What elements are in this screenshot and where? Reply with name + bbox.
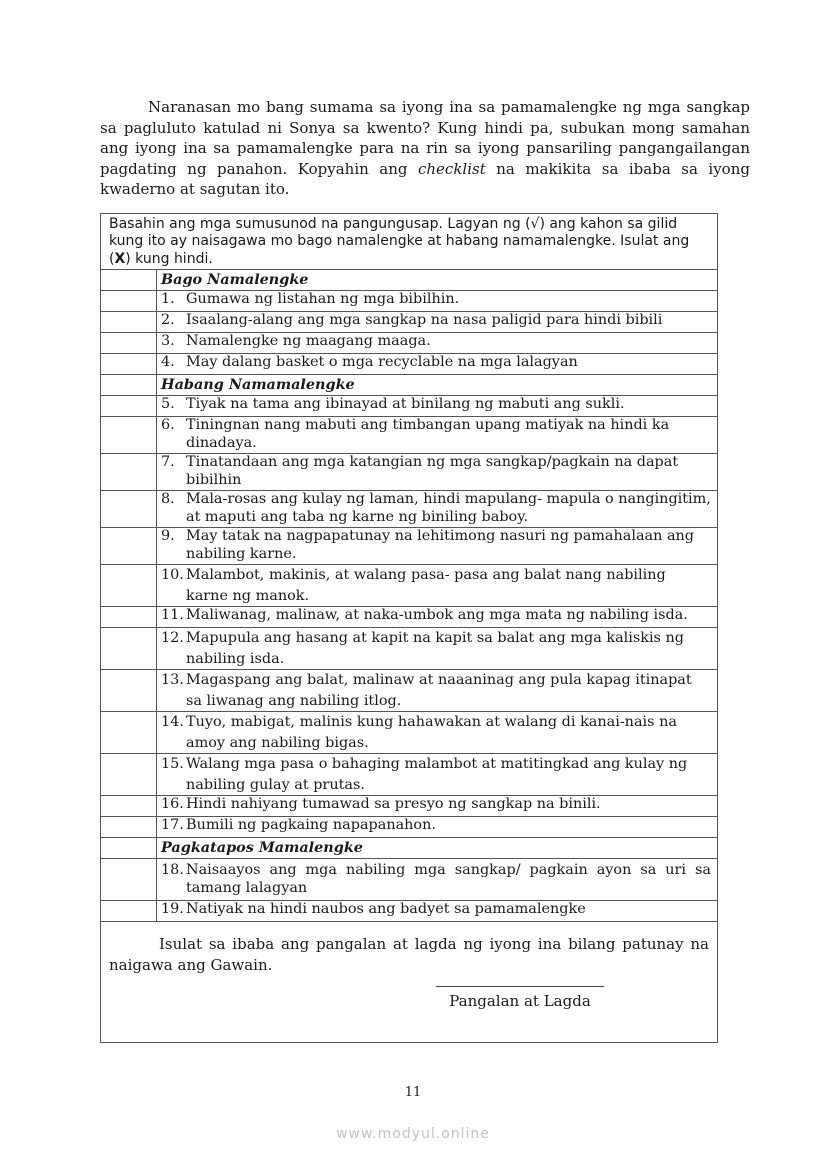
item-text: Tuyo, mabigat, malinis kung hahawakan at walang di kanai-nais na amoy ang nabiling bigas. <box>186 714 677 751</box>
table-row <box>101 454 717 491</box>
check-box[interactable] <box>101 354 157 374</box>
section-row <box>101 838 717 859</box>
instructions-x-mark: X <box>114 250 126 267</box>
item-number: 3. <box>161 333 175 349</box>
page-number: 11 <box>404 1085 422 1100</box>
section-row <box>101 270 717 291</box>
table-row <box>101 754 717 796</box>
section-row <box>101 375 717 396</box>
table-row <box>101 396 717 417</box>
check-box[interactable] <box>101 628 157 669</box>
section-title: Bago Namalengke <box>161 271 309 288</box>
item-text: Hindi nahiyang tumawad sa presyo ng sangkap na binili. <box>186 796 601 812</box>
check-box[interactable] <box>101 528 157 564</box>
item-number: 2. <box>161 312 175 328</box>
check-box[interactable] <box>101 491 157 527</box>
checklist-rows <box>101 270 717 922</box>
item-number: 14. <box>161 714 184 730</box>
item-text: Isaalang-alang ang mga sangkap na nasa paligid para hindi bibili <box>186 312 663 328</box>
item-number: 1. <box>161 291 175 307</box>
instructions-text-2: ) kung hindi. <box>125 250 213 267</box>
check-box[interactable] <box>101 607 157 627</box>
section-title: Pagkatapos Mamalengke <box>161 839 363 856</box>
table-row <box>101 796 717 817</box>
table-row <box>101 528 717 565</box>
signature-label: Pangalan at Lagda <box>449 992 591 1010</box>
item-text: Namalengke ng maagang maaga. <box>186 333 431 349</box>
item-number: 7. <box>161 454 175 470</box>
table-row <box>101 628 717 670</box>
table-row <box>101 291 717 312</box>
check-box[interactable] <box>101 396 157 416</box>
item-text: Tinatandaan ang mga katangian ng mga sangkap/pagkain na dapat bibilhin <box>186 454 679 488</box>
item-text: Natiyak na hindi naubos ang badyet sa pamamalengke <box>186 901 586 917</box>
item-number: 5. <box>161 396 175 412</box>
item-number: 6. <box>161 417 175 433</box>
check-box[interactable] <box>101 454 157 490</box>
item-number: 17. <box>161 817 184 833</box>
table-instructions <box>101 214 717 270</box>
check-box[interactable] <box>101 565 157 606</box>
item-text: Magaspang ang balat, malinaw at naaaninag ang pula kapag itinapat sa liwanag ang nabiling itlog. <box>186 672 692 709</box>
section-title: Habang Namamalengke <box>161 376 355 393</box>
signature-line[interactable] <box>436 986 604 987</box>
check-box[interactable] <box>101 270 157 290</box>
item-number: 12. <box>161 630 184 646</box>
table-row <box>101 312 717 333</box>
table-row <box>101 333 717 354</box>
item-number: 18. <box>161 862 184 878</box>
check-box[interactable] <box>101 375 157 395</box>
table-row <box>101 607 717 628</box>
table-row <box>101 817 717 838</box>
signature-instruction <box>109 934 709 976</box>
intro-checklist-word: checklist <box>417 159 486 178</box>
instructions-text-1: Basahin ang mga sumusunod na pangungusap. Lagyan ng (√) ang kahon sa gilid kung ito ay naisagawa mo bago namalengke at habang namamalengke. Isulat ang ( <box>109 216 690 267</box>
intro-text-2: na makikita sa ibaba sa iyong kwaderno at sagutan ito. <box>100 159 750 199</box>
item-text: Gumawa ng listahan ng mga bibilhin. <box>186 291 460 307</box>
item-text: Mapupula ang hasang at kapit na kapit sa balat ang mga kaliskis ng nabiling isda. <box>186 630 685 667</box>
watermark: www.modyul.online <box>336 1126 490 1142</box>
item-number: 9. <box>161 528 175 544</box>
table-row <box>101 491 717 528</box>
item-text: Mala-rosas ang kulay ng laman, hindi mapulang- mapula o nangingitim, at maputi ang taba ng karne ng biniling baboy. <box>186 491 711 525</box>
check-box[interactable] <box>101 291 157 311</box>
item-text: Naisaayos ang mga nabiling mga sangkap/ pagkain ayon sa uri sa tamang lalagyan <box>186 862 711 896</box>
item-number: 16. <box>161 796 184 812</box>
item-number: 11. <box>161 607 184 623</box>
item-text: May dalang basket o mga recyclable na mga lalagyan <box>186 354 578 370</box>
item-text: Bumili ng pagkaing napapanahon. <box>186 817 436 833</box>
table-row <box>101 354 717 375</box>
table-row <box>101 859 717 901</box>
item-number: 13. <box>161 672 184 688</box>
check-box[interactable] <box>101 712 157 753</box>
item-text: Tiningnan nang mabuti ang timbangan upang matiyak na hindi ka dinadaya. <box>186 417 670 451</box>
table-row <box>101 712 717 754</box>
table-row <box>101 670 717 712</box>
item-number: 19. <box>161 901 184 917</box>
intro-paragraph <box>100 97 750 200</box>
item-number: 8. <box>161 491 175 507</box>
item-text: Tiyak na tama ang ibinayad at binilang ng mabuti ang sukli. <box>186 396 625 412</box>
check-box[interactable] <box>101 670 157 711</box>
intro-text-1: Naranasan mo bang sumama sa iyong ina sa pamamalengke ng mga sangkap sa pagluluto katulad ni Sonya sa kwento? Kung hindi pa, subukan mong samahan ang iyong ina sa pamamalengke para na rin sa iyong pansariling pangangailangan pagdating ng panahon. Kopyahin ang <box>100 98 750 178</box>
item-number: 15. <box>161 756 184 772</box>
item-number: 4. <box>161 354 175 370</box>
check-box[interactable] <box>101 796 157 816</box>
check-box[interactable] <box>101 754 157 795</box>
item-text: May tatak na nagpapatunay na lehitimong nasuri ng pamahalaan ang nabiling karne. <box>186 528 695 562</box>
item-text: Malambot, makinis, at walang pasa- pasa ang balat nang nabiling karne ng manok. <box>186 567 666 604</box>
item-text: Walang mga pasa o bahaging malambot at matitingkad ang kulay ng nabiling gulay at prutas. <box>186 756 688 793</box>
check-box[interactable] <box>101 838 157 858</box>
signature-instruction-text: Isulat sa ibaba ang pangalan at lagda ng iyong ina bilang patunay na naigawa ang Gawain. <box>109 935 709 974</box>
item-text: Maliwanag, malinaw, at naka-umbok ang mga mata ng nabiling isda. <box>186 607 688 623</box>
signature-section <box>101 904 717 1042</box>
check-box[interactable] <box>101 333 157 353</box>
table-row <box>101 565 717 607</box>
check-box[interactable] <box>101 817 157 837</box>
item-number: 10. <box>161 567 184 583</box>
check-box[interactable] <box>101 312 157 332</box>
check-box[interactable] <box>101 417 157 453</box>
checklist-table <box>100 213 718 1043</box>
table-row <box>101 417 717 454</box>
check-box[interactable] <box>101 859 157 900</box>
